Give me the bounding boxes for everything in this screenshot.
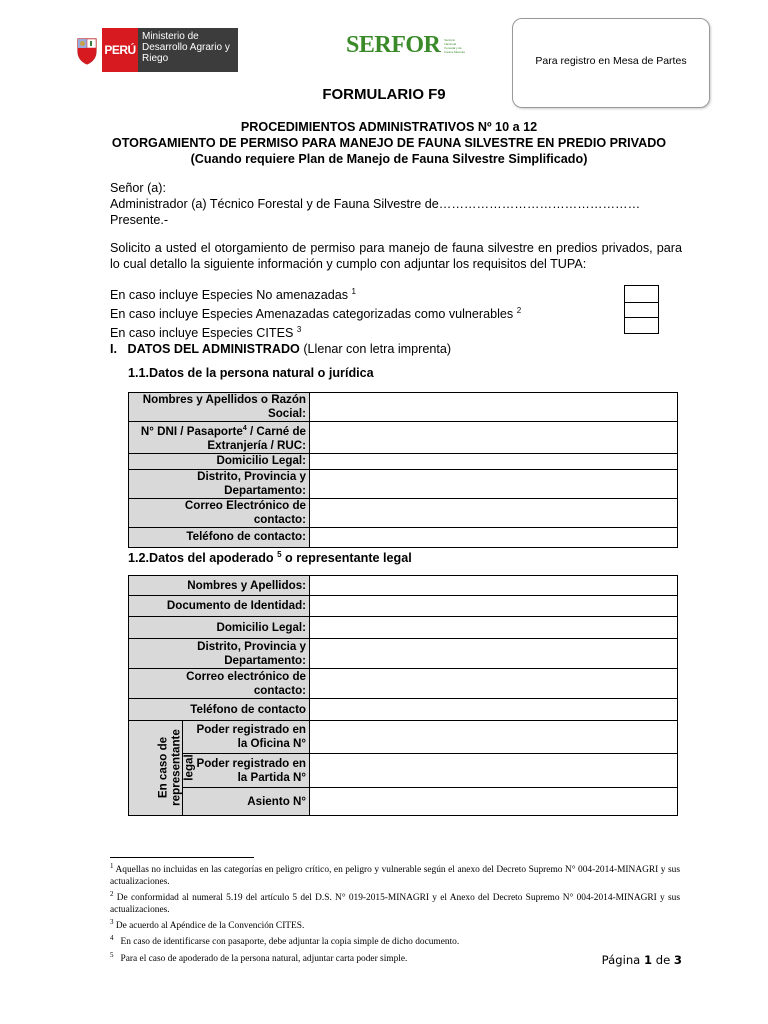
footnote-ref: 2 [516,306,522,316]
ministry-name: Ministerio de Desarrollo Agrario y Riego [138,28,238,72]
table-row [129,754,678,788]
legal-address-input[interactable] [310,453,678,469]
section-1-number: I. [110,342,117,356]
species-option-label: En caso incluye Especies No amenazadas [110,288,349,303]
field-label: Domicilio Legal: [129,453,310,469]
field-label: Nombres y Apellidos o Razón Social: [129,393,310,422]
field-label: Documento de Identidad: [129,596,310,617]
rep-email-input[interactable] [310,669,678,699]
species-option-label: En caso incluye Especies Amenazadas categorizadas como vulnerables [110,307,514,322]
footnote-ref: 4 [242,425,247,432]
section-1-note: (Llenar con letra imprenta) [303,342,452,356]
table-row [129,721,678,754]
table-row [129,617,678,639]
serfor-logo [346,32,466,59]
subsection-number: 1.2. [128,551,150,566]
peru-label: PERÚ [102,28,138,72]
table-row [129,453,678,469]
footnote-ref: 5 [277,550,282,559]
species-option-3 [110,322,521,341]
footnote-ref: 1 [351,287,356,296]
footnote-text: De conformidad al numeral 5.19 del artículo 5 del D.S. N° 019-2015-MINAGRI y el Anexo del Decreto Supremo N° 004-2014-MINAGRI y sus actualizaciones. [110,893,680,916]
field-label: Correo Electrónico de contacto: [129,498,310,527]
power-entry-input[interactable] [310,754,678,788]
procedure-line-1: PROCEDIMIENTOS ADMINISTRATIVOS Nº 10 a 12 [240,120,538,134]
salutation-line-3: Presente.- [110,213,169,227]
footnote-5 [110,949,680,965]
registry-stamp-text: Para registro en Mesa de Partes [535,55,687,67]
coat-of-arms-icon [72,28,102,72]
species-options [110,284,521,342]
rep-name-input[interactable] [310,576,678,596]
field-label: Nombres y Apellidos: [129,576,310,596]
rep-district-input[interactable] [310,639,678,669]
footnote-divider [110,857,254,858]
footnote-4 [110,932,680,948]
footnote-number: 3 [110,918,114,927]
field-label: Distrito, Provincia y Departamento: [129,639,310,669]
legal-rep-label: En caso de representante legal [156,729,196,806]
footnote-ref: 3 [296,325,302,335]
species-checkbox-3[interactable] [624,318,659,334]
table-row [129,639,678,669]
subsection-title: Datos del apoderado [149,551,278,566]
species-option-1 [110,284,521,303]
footnote-text: En caso de identificarse con pasaporte, debe adjuntar la copia simple de dicho documento. [113,937,460,948]
field-label [129,422,310,454]
rep-phone-input[interactable] [310,699,678,721]
representative-table [128,575,678,816]
subsection-title-tail: o representante legal [281,551,412,566]
footnote-number: 4 [110,934,114,943]
footnote-3 [110,916,680,932]
field-label: Domicilio Legal: [129,617,310,639]
table-row [129,422,678,454]
natural-person-table [128,392,678,548]
species-option-2 [110,303,521,322]
table-row [129,498,678,527]
footnote-2 [110,888,680,916]
footnote-text: Para el caso de apoderado de la persona natural, adjuntar carta poder simple. [113,953,408,964]
page-separator: de [655,953,671,967]
salutation-line-1: Señor (a): [110,181,166,195]
species-option-label: En caso incluye Especies CITES [110,326,294,341]
table-row [129,669,678,699]
table-row [129,527,678,547]
procedure-line-2: OTORGAMIENTO DE PERMISO PARA MANEJO DE FAUNA SILVESTRE EN PREDIO PRIVADO [111,136,667,150]
footnote-text: Aquellas no incluidas en las categorías en peligro crítico, en peligro y vulnerable según el anexo del Decreto Supremo N° 004-2014-MINAGRI y sus actualizaciones. [110,865,680,888]
page-number [602,953,682,967]
field-label: Poder registrado en la Partida N° [183,754,310,788]
field-label: Poder registrado en la Oficina N° [183,721,310,754]
subsection-1-1-heading [128,366,374,380]
field-label-text: N° DNI / Pasaporte [140,424,243,438]
subsection-number: 1.1. [128,366,150,380]
email-input[interactable] [310,498,678,527]
field-label: Teléfono de contacto [129,699,310,721]
footnote-number: 1 [110,862,114,870]
procedure-heading [100,119,678,167]
district-input[interactable] [310,469,678,498]
seat-number-input[interactable] [310,788,678,816]
rep-id-input[interactable] [310,596,678,617]
rep-address-input[interactable] [310,617,678,639]
field-label: Teléfono de contacto: [129,527,310,547]
table-row [129,596,678,617]
field-label: Asiento N° [183,788,310,816]
footnote-text: De acuerdo al Apéndice de la Convención CITES. [113,921,305,932]
page-current: 1 [643,953,653,967]
section-1-title: DATOS DEL ADMINISTRADO [127,342,300,356]
page-prefix: Página [601,953,641,967]
serfor-wordmark: SERFOR [346,32,441,58]
phone-input[interactable] [310,527,678,547]
footnote-number: 5 [110,950,114,959]
footnotes [110,860,680,965]
page-total: 3 [673,953,682,967]
footnote-number: 2 [110,890,114,899]
request-paragraph: Solicito a usted el otorgamiento de permiso para manejo de fauna silvestre en predios privados, para lo cual detallo la siguiente información y cumplo con adjuntar los requisitos del TUPA: [110,241,682,271]
power-office-input[interactable] [310,721,678,754]
table-row [129,393,678,422]
table-row [129,788,678,816]
id-document-input[interactable] [310,422,678,454]
subsection-1-2-heading [128,550,412,565]
footnote-1 [110,860,680,888]
legal-rep-group-label [129,721,196,816]
species-checkbox-2[interactable] [624,301,659,318]
table-row [129,699,678,721]
section-1-heading [110,342,451,356]
subsection-title: Datos de la persona natural o jurídica [149,366,374,380]
salutation-line-2: Administrador (a) Técnico Forestal y de Fauna Silvestre de………………………………………… [110,197,641,211]
table-row [129,469,678,498]
peru-ministry-logo [72,28,238,72]
table-row [129,576,678,596]
serfor-subtitle: Servicio Nacional Forestal y de Fauna Silvestre [444,37,466,54]
form-title: FORMULARIO F9 [322,86,446,103]
salutation [110,180,640,228]
field-label: Correo electrónico de contacto: [129,669,310,699]
field-label: Distrito, Provincia y Departamento: [129,469,310,498]
field-label-text: / Carné de Extranjería / RUC: [207,424,306,452]
procedure-line-3: (Cuando requiere Plan de Manejo de Fauna Silvestre Simplificado) [190,152,588,166]
name-or-company-input[interactable] [310,393,678,422]
